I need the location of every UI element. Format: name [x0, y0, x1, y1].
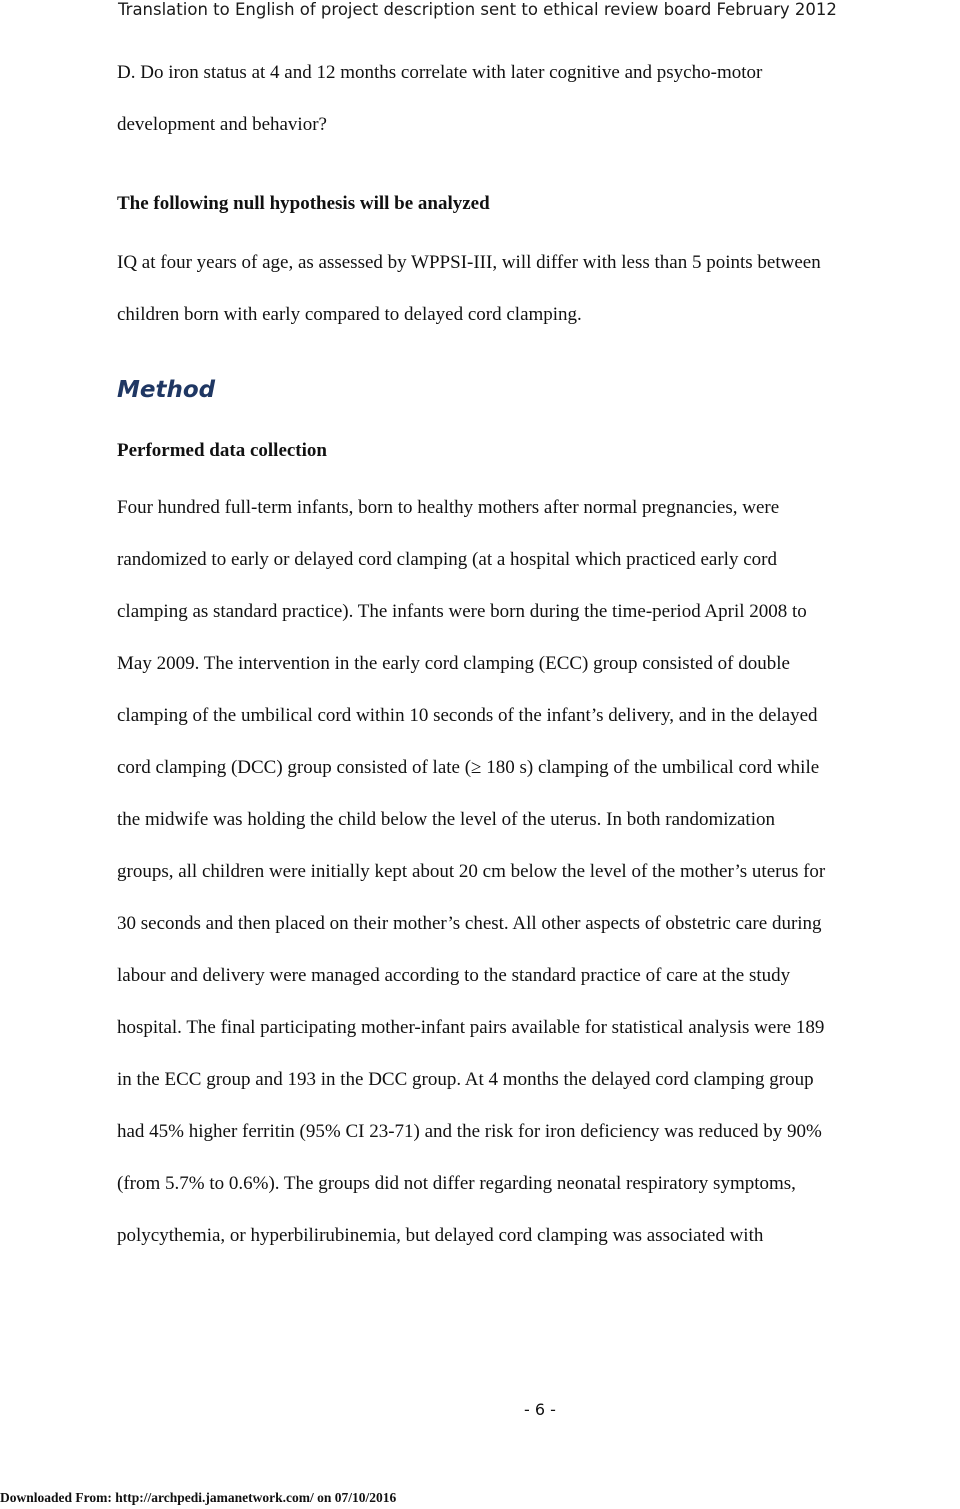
paragraph-line: clamping of the umbilical cord within 10 seconds of the infant’s delivery, and in the delayed: [117, 705, 818, 726]
paragraph-line: May 2009. The intervention in the early cord clamping (ECC) group consisted of double: [117, 653, 790, 674]
paragraph-line: hospital. The final participating mother-infant pairs available for statistical analysis were 189: [117, 1017, 825, 1038]
paragraph-line: clamping as standard practice). The infants were born during the time-period April 2008 to: [117, 601, 807, 622]
method-heading: Method: [117, 377, 216, 403]
question-d-paragraph: [117, 62, 959, 166]
paragraph-line: in the ECC group and 193 in the DCC group. At 4 months the delayed cord clamping group: [117, 1069, 814, 1090]
paragraph-line: had 45% higher ferritin (95% CI 23-71) and the risk for iron deficiency was reduced by 90%: [117, 1121, 822, 1142]
paragraph-line: labour and delivery were managed according to the standard practice of care at the study: [117, 965, 791, 986]
paragraph-line: (from 5.7% to 0.6%). The groups did not differ regarding neonatal respiratory symptoms,: [117, 1173, 796, 1194]
download-footer[interactable]: Downloaded From: http://archpedi.jamanetwork.com/ on 07/10/2016: [0, 1490, 397, 1505]
page-header: Translation to English of project description sent to ethical review board February 2012: [118, 0, 837, 19]
paragraph-line: polycythemia, or hyperbilirubinemia, but delayed cord clamping was associated with: [117, 1225, 764, 1246]
hypothesis-paragraph: [117, 252, 959, 356]
paragraph-line: children born with early compared to delayed cord clamping.: [117, 304, 582, 325]
hypothesis-title: The following null hypothesis will be analyzed: [117, 193, 490, 214]
page-number: - 6 -: [524, 1400, 556, 1419]
paragraph-line: cord clamping (DCC) group consisted of late (≥ 180 s) clamping of the umbilical cord while: [117, 757, 820, 778]
paragraph-line: D. Do iron status at 4 and 12 months correlate with later cognitive and psycho-motor: [117, 62, 763, 83]
method-paragraph: [117, 497, 959, 1277]
paragraph-line: 30 seconds and then placed on their mother’s chest. All other aspects of obstetric care during: [117, 913, 822, 934]
paragraph-line: groups, all children were initially kept about 20 cm below the level of the mother’s uterus for: [117, 861, 826, 882]
paragraph-line: IQ at four years of age, as assessed by WPPSI-III, will differ with less than 5 points between: [117, 252, 821, 273]
method-subheading: Performed data collection: [117, 440, 327, 461]
paragraph-line: randomized to early or delayed cord clamping (at a hospital which practiced early cord: [117, 549, 777, 570]
paragraph-line: the midwife was holding the child below the level of the uterus. In both randomization: [117, 809, 775, 830]
paragraph-line: Four hundred full-term infants, born to healthy mothers after normal pregnancies, were: [117, 497, 780, 518]
paragraph-line: development and behavior?: [117, 114, 327, 135]
